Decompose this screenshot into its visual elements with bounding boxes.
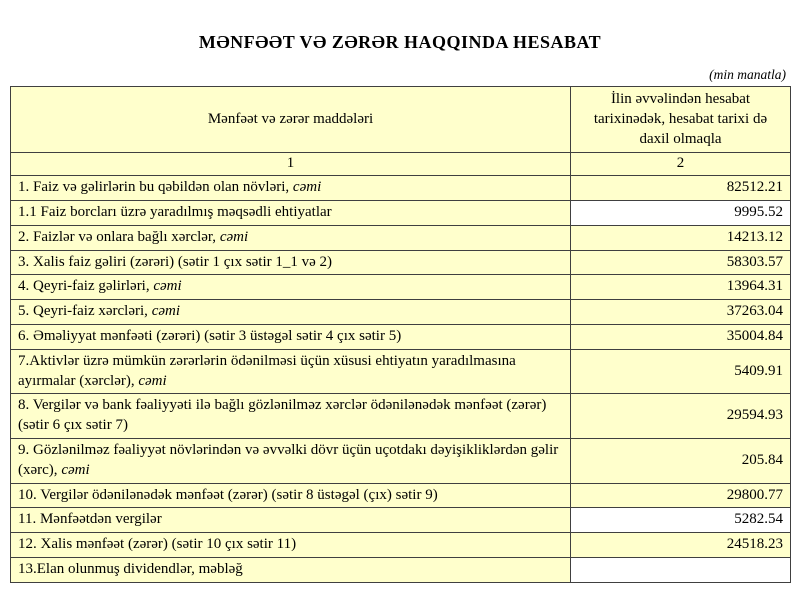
row-value-cell[interactable] <box>571 557 791 582</box>
table-row <box>11 349 791 394</box>
row-label-cell <box>11 557 571 582</box>
table-row <box>11 250 791 275</box>
row-label-italic: cəmi <box>219 228 249 245</box>
table-row <box>11 483 791 508</box>
row-label: 2. Faizlər və onlara bağlı xərclər, <box>18 228 220 245</box>
row-value-cell: 205.84 <box>571 438 791 483</box>
row-label-cell <box>11 250 571 275</box>
table-row <box>11 533 791 558</box>
table-row <box>11 225 791 250</box>
row-value-cell: 37263.04 <box>571 300 791 325</box>
row-label-cell <box>11 275 571 300</box>
column-number-1: 1 <box>11 153 571 176</box>
row-label-cell <box>11 483 571 508</box>
row-value-cell[interactable]: 5282.54 <box>571 508 791 533</box>
row-label-italic: cəmi <box>61 461 90 478</box>
row-label-cell <box>11 349 571 394</box>
row-value-cell[interactable]: 9995.52 <box>571 200 791 225</box>
row-label: 12. Xalis mənfəət (zərər) (sətir 10 çıx sətir 11) <box>18 536 297 553</box>
table-subheader-row <box>11 153 791 176</box>
row-value-cell: 5409.91 <box>571 349 791 394</box>
row-label-cell <box>11 394 571 439</box>
row-label-italic: cəmi <box>138 372 167 389</box>
row-label: 7.Aktivlər üzrə mümkün zərərlərin ödənilməsi üçün xüsusi ehtiyatın yaradılmasına ayırmalar (xərclər), <box>18 352 516 389</box>
table-row <box>11 200 791 225</box>
row-label: 1. Faiz və gəlirlərin bu qəbildən olan növləri, <box>18 179 293 196</box>
column-header-period: İlin əvvəlindən hesabat tarixinədək, hesabat tarixi də daxil olmaqla <box>571 87 791 153</box>
table-row <box>11 557 791 582</box>
table-row <box>11 324 791 349</box>
unit-note: (min manatla) <box>709 67 786 82</box>
row-value-cell: 14213.12 <box>571 225 791 250</box>
row-value-cell: 29594.93 <box>571 394 791 439</box>
row-label: 5. Qeyri-faiz xərcləri, <box>18 303 152 320</box>
row-label-cell <box>11 508 571 533</box>
table-row <box>11 508 791 533</box>
row-label: 13.Elan olunmuş dividendlər, məbləğ <box>18 560 243 577</box>
row-label: 1.1 Faiz borcları üzrə yaradılmış məqsədli ehtiyatlar <box>18 203 332 220</box>
row-label: 3. Xalis faiz gəliri (zərəri) (sətir 1 çıx sətir 1_1 və 2) <box>18 253 333 270</box>
row-value-cell: 24518.23 <box>571 533 791 558</box>
row-label: 10. Vergilər ödənilənədək mənfəət (zərər) (sətir 8 üstəgəl (çıx) sətir 9) <box>18 486 438 503</box>
row-label: 6. Əməliyyat mənfəəti (zərəri) (sətir 3 üstəgəl sətir 4 çıx sətir 5) <box>18 327 402 344</box>
row-label: 11. Mənfəətdən vergilər <box>18 511 162 528</box>
table-row <box>11 394 791 439</box>
row-label-cell <box>11 324 571 349</box>
row-value-cell: 58303.57 <box>571 250 791 275</box>
row-label-cell <box>11 300 571 325</box>
page-title: MƏNFƏƏT VƏ ZƏRƏR HAQQINDA HESABAT <box>198 32 602 52</box>
row-label-italic: cəmi <box>153 278 182 295</box>
row-value-cell: 29800.77 <box>571 483 791 508</box>
table-row <box>11 300 791 325</box>
row-label-cell <box>11 533 571 558</box>
row-label: 8. Vergilər və bank fəaliyyəti ilə bağlı gözlənilməz xərclər ödənilənədək mənfəət (zərər) (sətir 6 çıx sətir 7) <box>18 397 547 434</box>
table-row <box>11 275 791 300</box>
profit-loss-table <box>10 86 791 583</box>
row-label-italic: cəmi <box>151 303 181 320</box>
row-value-cell: 13964.31 <box>571 275 791 300</box>
column-header-items: Mənfəət və zərər maddələri <box>11 87 571 153</box>
row-label-cell <box>11 176 571 201</box>
row-label-cell <box>11 438 571 483</box>
row-value-cell: 35004.84 <box>571 324 791 349</box>
row-label: 4. Qeyri-faiz gəlirləri, <box>18 278 154 295</box>
column-number-2: 2 <box>571 153 791 176</box>
table-header-row <box>11 87 791 153</box>
row-value-cell: 82512.21 <box>571 176 791 201</box>
row-label-cell <box>11 225 571 250</box>
row-label-cell <box>11 200 571 225</box>
row-label-italic: cəmi <box>292 179 322 196</box>
table-row <box>11 176 791 201</box>
table-row <box>11 438 791 483</box>
row-label: 9. Gözlənilməz fəaliyyət növlərindən və əvvəlki dövr üçün uçotdakı dəyişikliklərdən gəlir (xərc), <box>18 441 559 478</box>
